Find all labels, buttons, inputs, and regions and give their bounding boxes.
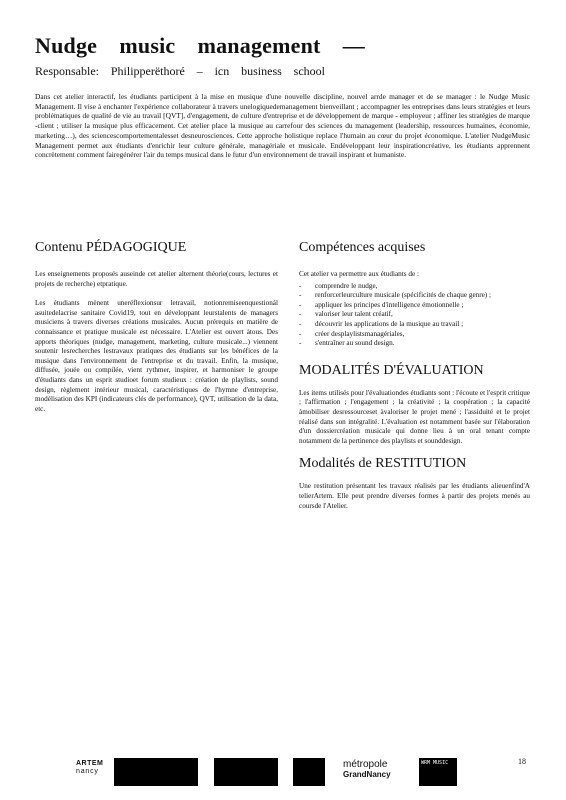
intro-paragraph: Dans cet atelier interactif, les étudiants participent à la mise en musique d'une nouvelle discipline, nouvel arrde manager et de se manager : le Nudge Music Management. Il vise à enchanter l'expérience collaborateur à travers unelogiquedemanagement bienveillant ; accompagner les entreprises dans leurs stratégies et leurs problématiques de qualité de vie au travail [QVT], d'engagement, de culture d'entreprise et de développement de marque - employeur ; affiner les stratégies de marque -client ; utiliser la musique plus efficacement. Cet atelier place la musique au carrefour des sciences du management (leadership, ressources humaines, économie, marketing…), des sciencescomportementalesset desneurosciences. Cette approche holistique replace l'humain au cœur du projet économique. L'atelier NudgeMusic Management permet aux étudiants d'enrichir leur culture générale, managériale et musicale. Endéveloppant leur inspirationcréative, les étudiants apprennent concrètement comment fairegénérer l'air du temps musical dans le futur d'un environnement de travail inspirant et humaniste. [35, 92, 530, 160]
contenu-paragraph-2: Les étudiants mènent uneréflexionsur letravail, notionremiseenquestionál asuitedelacrise sanitaire Covid19, tout en développant leurstalents de managers musiciens à travers diverses créations musicales. Aucun prérequis en matière de connaissance et pratique musicale est nécessaire. L'Atelier est ouvert àtous. Des apports théoriques (nudge, management, marketing, culture musicale...) viennent soutenir lesrecherches lestravaux pratiques des étudiants sur les bénéfices de la musique dans l'environnement de l'entreprise et du travail. Enfin, la musique, diffusée, jouée ou compilée, vient rythmer, inspirer, et harmoniser le groupe d'étudiants dans un esprit studioet forum studieux : création de playlists, sound design, règlement intérieur musical, caractéristiques de l'hymne d'entreprise, modélisation des KPI (indicateurs clés de performance), QVT, utilisation de la data, etc. [35, 299, 278, 413]
list-item: - créer desplaylistsmanagériales, [299, 330, 530, 340]
partner-logo-1 [114, 758, 198, 786]
restitution-paragraph: Une restitution présentant les travaux réalisés par les étudiants alieuenfind'A telierArtem. Elle peut prendre diverses formes à partir des projets menés au coursde l'Atelier. [299, 482, 530, 510]
right-column [299, 240, 530, 521]
left-column [35, 240, 278, 424]
contenu-paragraph-1: Les enseignements proposés auseinde cet atelier alternent théorie(cours, lectures et projets de recherche) etpratique. [35, 270, 278, 288]
partner-logo-3 [293, 758, 325, 786]
grandnancy-text: GrandNancy [343, 770, 391, 779]
metropole-text: métropole [343, 759, 388, 770]
list-item: - s'entraîner au sound design. [299, 339, 530, 349]
artem-logo-text: ARTEM [76, 760, 104, 767]
artem-logo-sub: nancy [76, 768, 99, 775]
competences-list [299, 282, 530, 349]
list-item: - comprendre le nudge, [299, 282, 530, 292]
modalites-heading: MODALITÉS D'ÉVALUATION [299, 362, 484, 378]
modalites-paragraph: Les items utilisés pour l'évaluationdes étudiants sont : l'écoute et l'esprit critique ; l'affirmation ; l'engagement ; la créativité ; la coopération ; la capacité àmobiliser desressourceset àvaloriser le projet mené ; l'assiduité et le projet réalisé dans son intégralité. L'évaluation est notamment basée sur l'élaboration d'un dossiercréation musicale qui donne lieu à un oral tenant compte notamment de la pertinence des playlists et sounddesign. [299, 388, 530, 445]
list-item: - renforcerleurculture musicale (spécificités de chaque genre) ; [299, 291, 530, 301]
restitution-heading: Modalités de RESTITUTION [299, 456, 467, 472]
competences-heading: Compétences acquises [299, 240, 426, 255]
contenu-heading: Contenu PÉDAGOGIQUE [35, 240, 187, 255]
responsable-line: Responsable: Philipperëthoré – icn business school [35, 64, 325, 78]
partner-logo-2 [214, 758, 278, 786]
list-item: - valoriser leur talent créatif, [299, 310, 530, 320]
wrm-logo: WRM MUSIC [419, 758, 457, 786]
page-title: Nudge music management — [35, 33, 365, 58]
list-item: - découvrir les applications de la musique au travail ; [299, 320, 530, 330]
list-item: - appliquer les principes d'intelligence émotionnelle ; [299, 301, 530, 311]
artem-logo [76, 760, 103, 776]
competences-intro: Cet atelier va permettre aux étudiants de : [299, 270, 419, 278]
page-number: 18 [518, 757, 526, 766]
metropole-logo [343, 760, 391, 780]
